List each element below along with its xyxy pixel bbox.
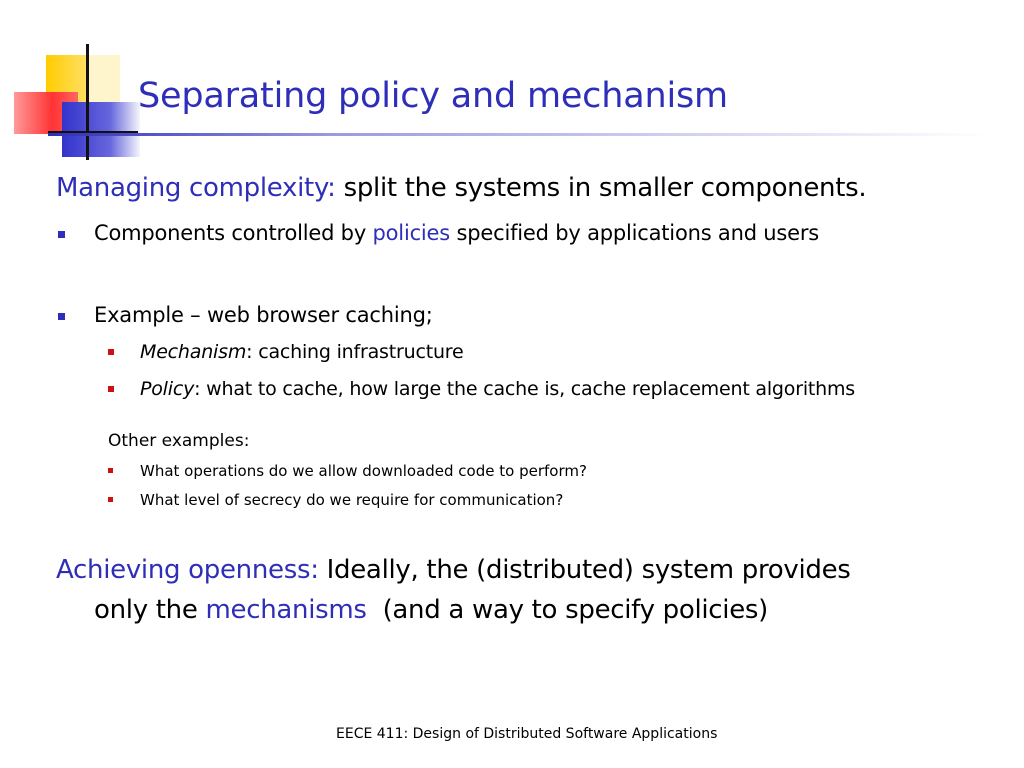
section-highlight: mechanisms [205,595,367,625]
section-openness-continued [94,595,768,625]
sub-bullet-term: Policy [140,378,195,400]
slide-title: Separating policy and mechanism [138,76,728,116]
bullet-components [94,221,819,245]
bullet-example [94,303,433,327]
section-text: split the systems in smaller components. [335,173,867,203]
slide-logo-graphic [0,0,140,170]
bullet-text-end: specified by applications and users [450,221,820,245]
sub-bullet-mechanism [140,341,463,363]
red-square-bullet-icon [108,468,113,473]
section-text: Ideally, the (distributed) system provides [318,555,851,585]
bullet-text: Example – web browser caching; [94,303,433,327]
bullet-text: Components controlled by [94,221,373,245]
title-divider [48,133,988,136]
other-example-item [140,462,587,480]
section-achieving-openness [56,555,851,585]
sub-bullet-policy [140,378,855,400]
other-example-text: What operations do we allow downloaded code to perform? [140,462,587,480]
section-managing-complexity [56,173,866,203]
other-examples-heading: Other examples: [108,431,250,451]
sub-bullet-text: : caching infrastructure [246,341,464,363]
other-example-item [140,491,563,509]
section-text: only the [94,595,206,625]
section-label: Achieving openness: [56,555,319,585]
square-bullet-icon [58,313,65,320]
sub-bullet-term: Mechanism [140,341,247,363]
slide-footer: EECE 411: Design of Distributed Software Applications [336,726,718,742]
section-label: Managing complexity: [56,173,336,203]
red-square-bullet-icon [108,349,114,355]
sub-bullet-text: : what to cache, how large the cache is, cache replacement algorithms [194,378,856,400]
other-example-text: What level of secrecy do we require for communication? [140,491,564,509]
square-bullet-icon [58,231,65,238]
red-square-bullet-icon [108,386,114,392]
red-square-bullet-icon [108,497,113,502]
bullet-highlight: policies [372,221,451,245]
section-text-end: (and a way to specify policies) [366,595,768,625]
